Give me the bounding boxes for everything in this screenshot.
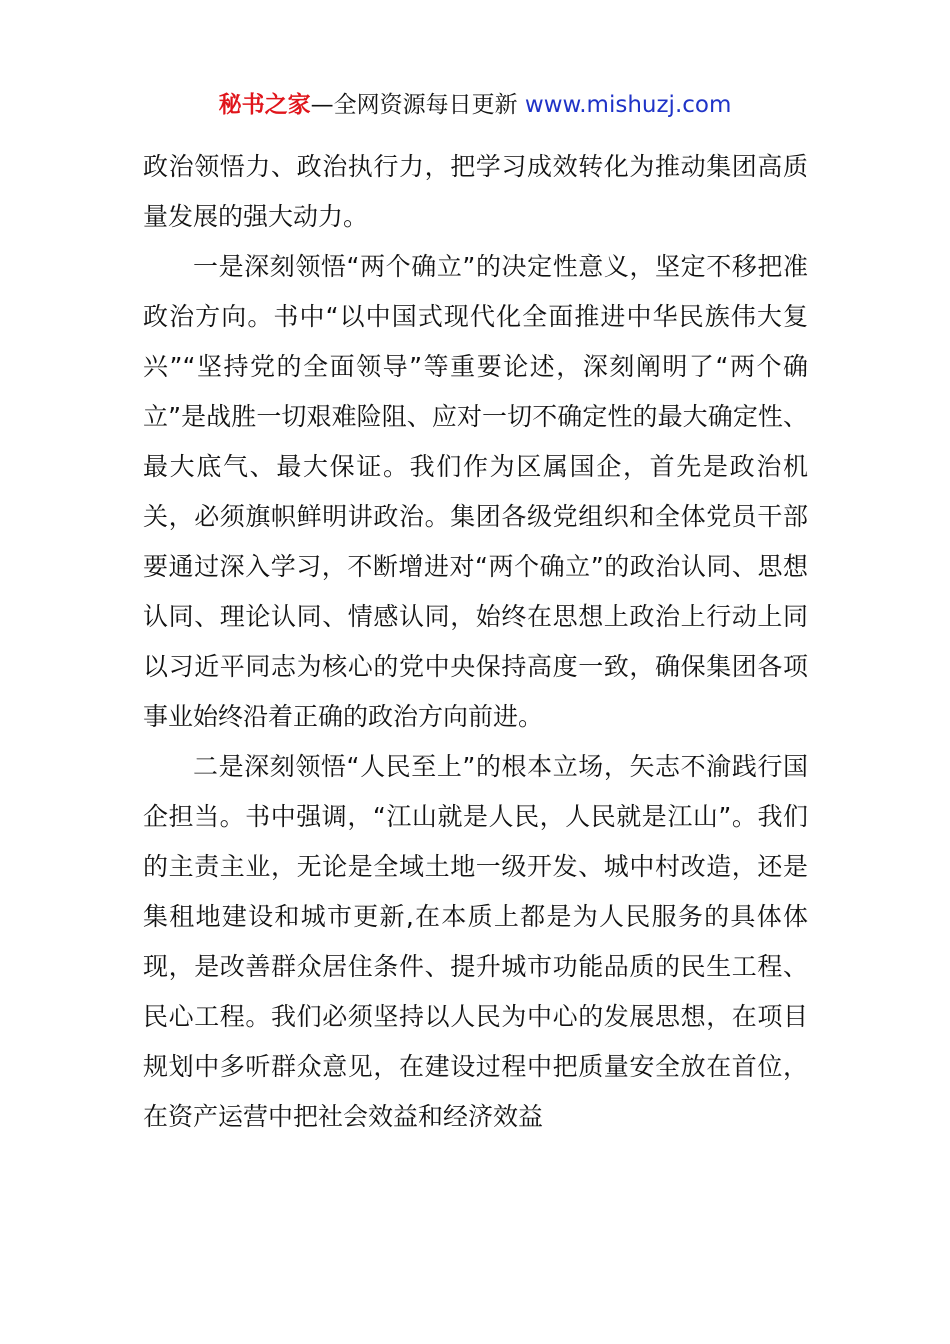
header-brand: 秘书之家 [218,92,311,118]
header-url-link[interactable]: www.mishuzj.com [524,92,732,118]
header-tagline: —全网资源每日更新 [310,92,525,118]
paragraph-3: 二是深刻领悟“人民至上”的根本立场，矢志不渝践行国企担当。书中强调，“江山就是人民，人民就是江山”。我们的主责主业，无论是全域土地一级开发、城中村改造，还是集租地建设和城市更新,在本质上都是为人民服务的具体体现，是改善群众居住条件、提升城市功能品质的民生工程、民心工程。我们必须坚持以人民为中心的发展思想，在项目规划中多听群众意见，在建设过程中把质量安全放在首位，在资产运营中把社会效益和经济效益 [143,752,808,1131]
paragraph-2: 一是深刻领悟“两个确立”的决定性意义，坚定不移把准政治方向。书中“以中国式现代化全面推进中华民族伟大复兴”“坚持党的全面领导”等重要论述，深刻阐明了“两个确立”是战胜一切艰难险阻、应对一切不确定性的最大确定性、最大底气、最大保证。我们作为区属国企，首先是政治机关，必须旗帜鲜明讲政治。集团各级党组织和全体党员干部要通过深入学习，不断增进对“两个确立”的政治认同、思想认同、理论认同、情感认同，始终在思想上政治上行动上同以习近平同志为核心的党中央保持高度一致，确保集团各项事业始终沿着正确的政治方向前进。 [143,252,808,731]
paragraph-1: 政治领悟力、政治执行力，把学习成效转化为推动集团高质量发展的强大动力。 [143,152,808,231]
document-body [143,142,808,1142]
page-header [0,88,950,122]
